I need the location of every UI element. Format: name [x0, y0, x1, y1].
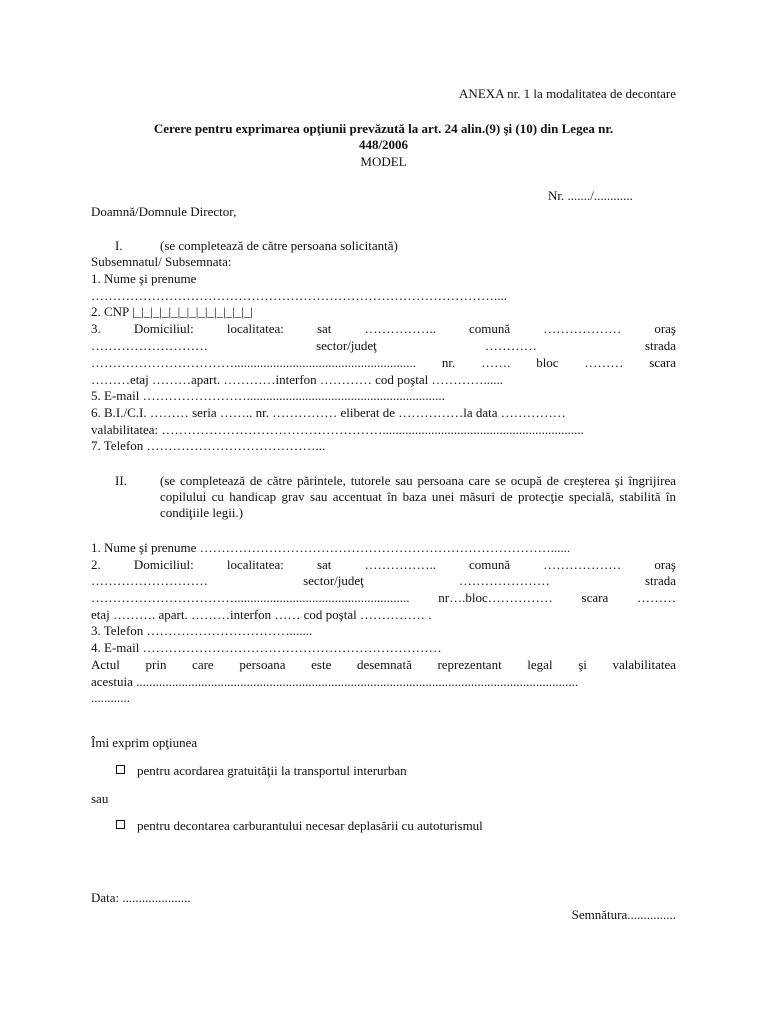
section-1-heading: (se completează de către persoana solicitantă)	[160, 238, 398, 253]
section-2-number: II.	[115, 473, 127, 488]
option-2-checkbox[interactable]	[116, 820, 125, 829]
legal-act-line-1: Actul prin care persoana este desemnată reprezentant legal şi valabilitatea	[91, 657, 676, 672]
phone-field: 7. Telefon …………………………………...	[91, 438, 326, 453]
date-field: Data: .....................	[91, 890, 191, 905]
address2-line-2: ……………………… sector/judeţ ………………… strada	[91, 573, 676, 588]
address-line-4: ………etaj ………apart. …………interfon ………… cod poştal …………......	[91, 372, 503, 387]
or-label: sau	[91, 791, 109, 806]
registration-number: Nr. ......./............	[548, 188, 633, 203]
name-label: 1. Nume şi prenume	[91, 271, 197, 286]
id-card-field: 6. B.I./C.I. ……… seria …….. nr. …………… eliberat de ……………la data ……………	[91, 405, 566, 420]
validity-field: valabilitatea: ……………………………………………..............................................................	[91, 422, 584, 437]
email-field: 5. E-mail …………………….............................................................	[91, 388, 445, 403]
section-1-number: I.	[115, 238, 123, 253]
option-1-checkbox[interactable]	[116, 765, 125, 774]
title-line-2: 448/2006	[358, 137, 409, 152]
address-line-1: 3. Domiciliul: localitatea: sat …………….. comună ……………… oraş	[91, 321, 676, 336]
title-line-1: Cerere pentru exprimarea opţiunii prevăzută la art. 24 alin.(9) şi (10) din Legea nr.	[153, 121, 614, 136]
legal-act-line-3: ............	[91, 690, 130, 705]
signature-field: Semnătura...............	[571, 907, 676, 922]
section-2-heading: (se completează de către părintele, tutorele sau persoana care se ocupă de creşterea şi îngrijirea copilului cu handicap grav sau accentuat în baza unei măsuri de protecţie specială, stabilită în condiţiile legii.)	[160, 473, 676, 520]
salutation: Doamnă/Domnule Director,	[91, 204, 237, 219]
email-field-2: 4. E-mail ……………………………………………………………	[91, 640, 442, 655]
address-line-2: ……………………… sector/judeţ ………… strada	[91, 338, 676, 353]
address-line-3: ……………………………........................................................ nr. ……. bloc ……… scara	[91, 355, 676, 370]
cnp-field: 2. CNP |_|_|_|_|_|_|_|_|_|_|_|_|_|	[91, 304, 253, 319]
legal-act-line-2: acestuia ........................................................................................................................................	[91, 674, 579, 689]
name-field-2: 1. Nume şi prenume ………………………………………………………………………......	[91, 540, 571, 555]
name-field: …………………………………………………………………………………....	[91, 288, 507, 303]
option-intro: Îmi exprim opţiunea	[91, 735, 198, 750]
address2-line-4: etaj ………. apart. ………interfon …… cod poştal …………… .	[91, 607, 432, 622]
address2-line-3: ……………………………...................................................... nr….bloc…………… scara ………	[91, 590, 676, 605]
option-2-label: pentru decontarea carburantului necesar deplasării cu autoturismul	[137, 818, 483, 833]
address2-line-1: 2. Domiciliul: localitatea: sat …………….. comună ……………… oraş	[91, 557, 676, 572]
option-1-label: pentru acordarea gratuităţii la transportul interurban	[137, 763, 407, 778]
model-label: MODEL	[360, 154, 407, 169]
phone-field-2: 3. Telefon …………………………….......	[91, 623, 313, 638]
subsemnatul-label: Subsemnatul/ Subsemnata:	[91, 254, 232, 269]
annex-reference: ANEXA nr. 1 la modalitatea de decontare	[459, 86, 676, 101]
